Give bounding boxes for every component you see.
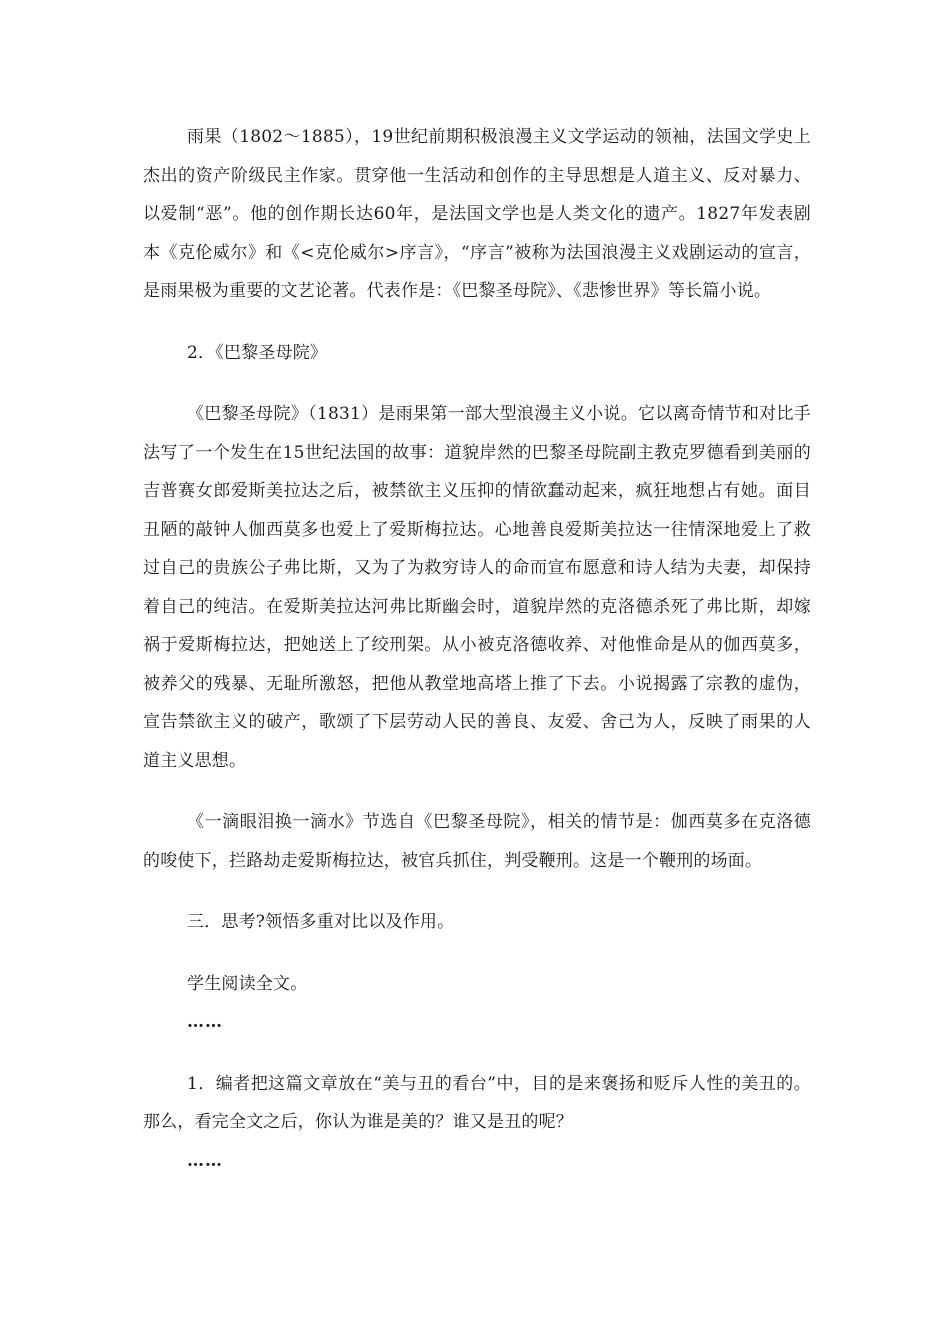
heading-notre-dame: 2．《巴黎圣母院》	[187, 342, 328, 363]
paragraph-excerpt-context: 《一滴眼泪换一滴水》节选自《巴黎圣母院》，相关的情节是：伽西莫多在克洛德的唆使下，拦路劫走爱斯梅拉达，被官兵抓住，判受鞭刑。这是一个鞭刑的场面。	[143, 812, 811, 871]
document-body	[143, 118, 811, 1180]
paragraph-notre-dame-summary: 《巴黎圣母院》（1831）是雨果第一部大型浪漫主义小说。它以离奇情节和对比手法写了一个发生在15世纪法国的故事：道貌岸然的巴黎圣母院副主教克罗德看到美丽的吉普赛女郎爱斯美拉达之后，被禁欲主义压抑的情欲蠢动起来，疯狂地想占有她。面目丑陋的敲钟人伽西莫多也爱上了爱斯梅拉达。心地善良爱斯美拉达一往情深地爱上了救过自己的贵族公子弗比斯，又为了为救穷诗人的命而宣布愿意和诗人结为夫妻，却保持着自己的纯洁。在爱斯美拉达河弗比斯幽会时，道貌岸然的克洛德杀死了弗比斯，却嫁祸于爱斯梅拉达，把她送上了绞刑架。从小被克洛德收养、对他惟命是从的伽西莫多，被养父的残暴、无耻所激怒，把他从教堂地高塔上推了下去。小说揭露了宗教的虚伪，宣告禁欲主义的破产，歌颂了下层劳动人民的善良、友爱、舍己为人，反映了雨果的人道主义思想。	[143, 404, 811, 771]
heading-section-three: 三．思考?领悟多重对比以及作用。	[187, 912, 455, 932]
ellipsis-1: ……	[187, 1012, 223, 1032]
question-1: 1．编者把这篇文章放在“美与丑的看台”中，目的是来褒扬和贬斥人性的美丑的。那么，看完全文之后，你认为谁是美的？谁又是丑的呢？	[143, 1073, 811, 1132]
ellipsis-2: ……	[187, 1150, 223, 1171]
paragraph-hugo-bio: 雨果（1802～1885），19世纪前期积极浪漫主义文学运动的领袖，法国文学史上杰出的资产阶级民主作家。贯穿他一生活动和创作的主导思想是人道主义、反对暴力、以爱制“恶”。他的创作期长达60年，是法国文学也是人类文化的遗产。1827年发表剧本《克伦威尔》和《<克伦威尔>序言》，“序言”被称为法国浪漫主义戏剧运动的宣言，是雨果极为重要的文艺论著。代表作是：《巴黎圣母院》、《悲惨世界》等长篇小说。	[143, 127, 811, 301]
paragraph-read-full-text: 学生阅读全文。	[187, 973, 308, 994]
